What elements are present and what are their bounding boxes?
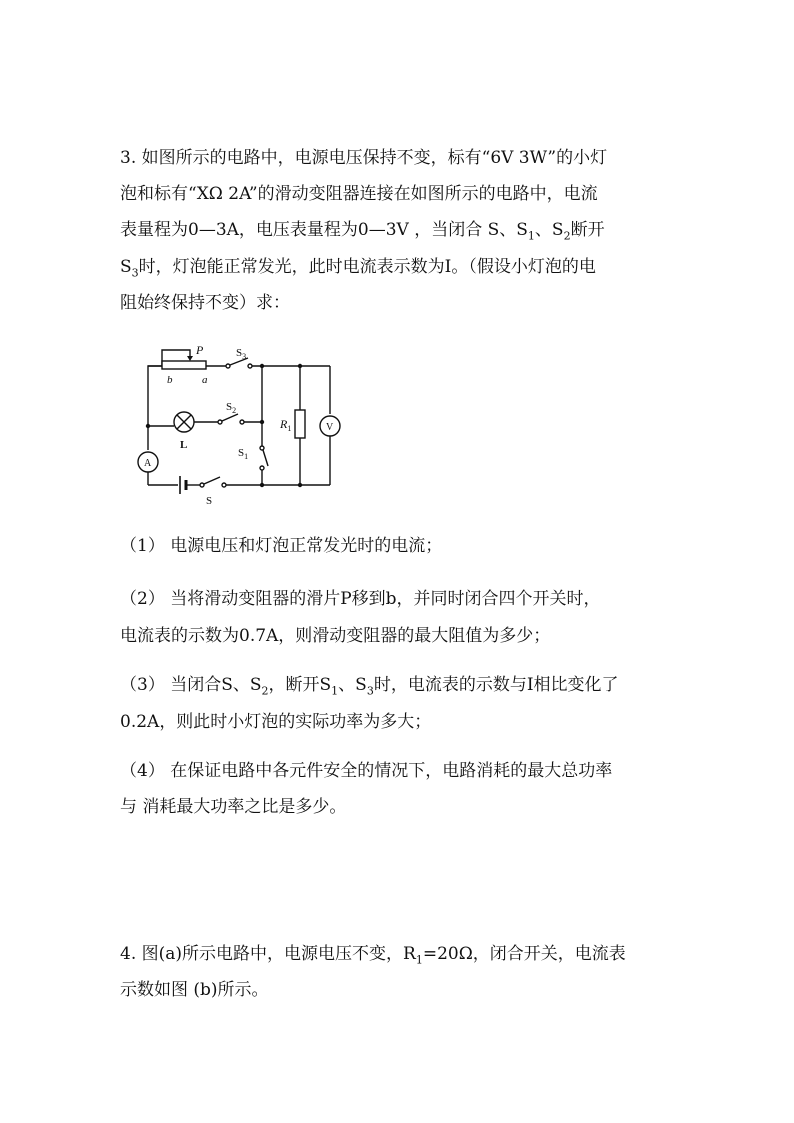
- question-2-line1: （2） 当将滑动变阻器的滑片P移到b，并同时闭合四个开关时，: [120, 589, 601, 609]
- label-p: P: [196, 343, 204, 357]
- switch-s2: [218, 420, 222, 424]
- label-voltmeter: V: [326, 422, 334, 433]
- problem3-line4: $S_3$时，灯泡能正常发光，此时电流表示数为I。（假设小灯泡的电: [120, 257, 596, 280]
- label-s2: $S_2$: [226, 401, 237, 415]
- switch-s1: [260, 446, 264, 450]
- question-4-line2: 与 消耗最大功率之比是多少。: [120, 797, 347, 817]
- question-3-line1: （3） 当闭合S、$S_2$，断开$S_1$、$S_3$时，电流表的示数与I相比变化了: [120, 675, 619, 698]
- label-s1: $S_1$: [238, 447, 249, 461]
- circuit-diagram: [120, 338, 370, 508]
- problem3-line5: 阻始终保持不变）求：: [120, 293, 290, 313]
- switch-s: [200, 483, 204, 487]
- question-3-line2: 0.2A，则此时小灯泡的实际功率为多大；: [120, 712, 432, 732]
- question-4-line1: （4） 在保证电路中各元件安全的情况下，电路消耗的最大总功率: [120, 761, 613, 781]
- problem3-line1: 3. 如图所示的电路中，电源电压保持不变，标有“6V 3W”的小灯: [120, 148, 608, 168]
- label-ammeter: A: [144, 458, 152, 469]
- problem4-line1: 4. 图(a)所示电路中，电源电压不变，$R_1=20\Omega$，闭合开关，电流表: [120, 944, 626, 967]
- question-1: （1） 电源电压和灯泡正常发光时的电流；: [120, 536, 443, 556]
- rheostat: [162, 361, 206, 369]
- label-s: S: [206, 495, 213, 507]
- problem3-line2: 泡和标有“XΩ 2A”的滑动变阻器连接在如图所示的电路中，电流: [120, 184, 598, 204]
- label-s3: $S_3$: [236, 347, 247, 361]
- resistor-r1: [295, 410, 305, 438]
- problem4-line2: 示数如图 (b)所示。: [120, 980, 269, 1000]
- label-l: L: [180, 439, 188, 451]
- label-a: a: [202, 374, 208, 386]
- question-2-line2: 电流表的示数为0.7A，则滑动变阻器的最大阻值为多少；: [120, 626, 551, 646]
- problem3-line3: 表量程为0—3A，电压表量程为0—3V ，当闭合 S、$S_1$、$S_2$断开: [120, 220, 605, 243]
- switch-s3: [226, 364, 230, 368]
- label-r1: $R_1$: [280, 417, 292, 433]
- label-b: b: [167, 374, 173, 386]
